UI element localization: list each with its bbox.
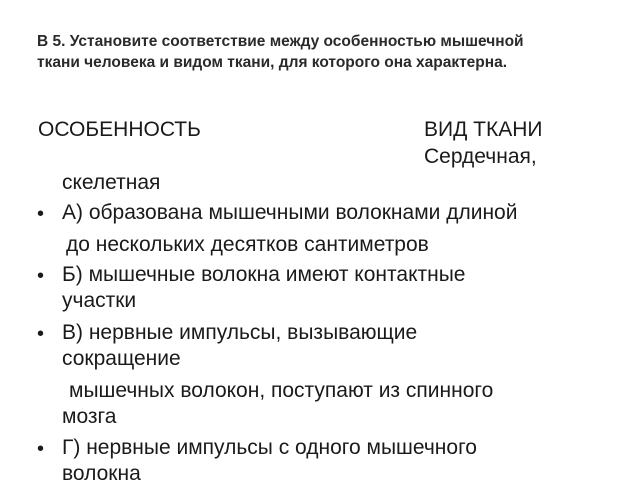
question-title xyxy=(37,31,612,73)
feature-a-line-1: А) образована мышечными волокнами длиной xyxy=(62,201,518,224)
feature-c-line-4: мозга xyxy=(62,405,117,428)
feature-c-line-1: В) нервные импульсы, вызывающие xyxy=(62,321,418,344)
bullet-marker: • xyxy=(37,203,45,225)
feature-c-line-3: мышечных волокон, поступают из спинного xyxy=(69,379,494,402)
question-title-line-1: В 5. Установите соответствие между особенностью мышечной xyxy=(37,33,524,50)
bullet-marker: • xyxy=(37,265,45,287)
question-title-line-2: ткани человека и видом ткани, для которого она характерна. xyxy=(37,54,508,71)
feature-b-line-2: участки xyxy=(62,289,137,312)
feature-d-line-2: волокна xyxy=(62,462,141,480)
feature-column-header: ОСОБЕННОСТЬ xyxy=(38,118,201,141)
feature-c-line-2: сокращение xyxy=(62,347,181,370)
feature-b-line-1: Б) мышечные волокна имеют контактные xyxy=(62,263,466,286)
bullet-marker: • xyxy=(37,323,45,345)
feature-a-line-2: до нескольких десятков сантиметров xyxy=(66,233,429,256)
tissue-type-option-skeletal: скелетная xyxy=(62,171,161,194)
tissue-type-option-cardiac: Сердечная, xyxy=(424,145,537,168)
feature-d-line-1: Г) нервные импульсы с одного мышечного xyxy=(62,436,477,459)
bullet-marker: • xyxy=(37,438,45,460)
tissue-type-column-header: ВИД ТКАНИ xyxy=(424,118,543,141)
